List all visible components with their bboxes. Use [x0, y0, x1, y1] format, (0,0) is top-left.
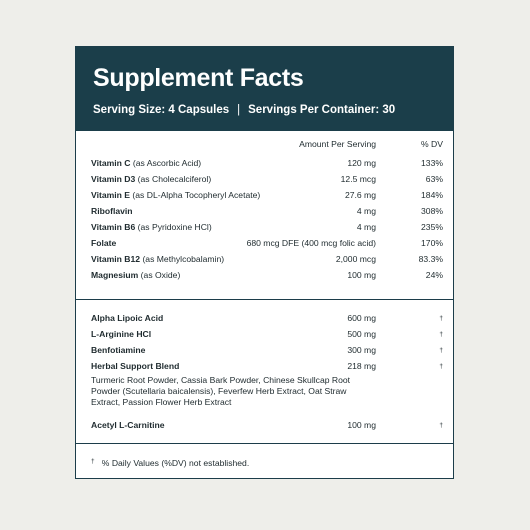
nutrient-row — [76, 188, 453, 203]
blend-description: Turmeric Root Powder, Cassia Bark Powder, Chinese Skullcap Root Powder (Scutellaria baicalensis), Feverfew Herb Extract, Oat Straw Extract, Passion Flower Herb Extract — [91, 375, 351, 407]
nutrient-name: Folate — [91, 238, 117, 248]
servings-per-container: Servings Per Container: 30 — [248, 104, 396, 116]
nutrient-dv: 170% — [421, 238, 443, 248]
amount-column-header: Amount Per Serving — [299, 139, 376, 149]
section-divider — [76, 299, 453, 300]
ingredient-amount: 100 mg — [347, 420, 376, 430]
dagger-mark: † — [439, 331, 443, 338]
nutrient-row — [76, 172, 453, 187]
nutrient-dv: 184% — [421, 190, 443, 200]
nutrient-name: Vitamin E (as DL-Alpha Tocopheryl Acetate) — [91, 190, 261, 200]
nutrient-dv: 63% — [425, 174, 443, 184]
nutrient-amount: 2,000 mcg — [335, 254, 376, 264]
nutrient-row — [76, 156, 453, 171]
footnote-divider — [76, 443, 453, 444]
nutrient-name: Vitamin B12 (as Methylcobalamin) — [91, 254, 225, 264]
nutrient-dv: 24% — [425, 270, 443, 280]
nutrient-name: Vitamin C (as Ascorbic Acid) — [91, 158, 202, 168]
nutrient-amount: 27.6 mg — [344, 190, 376, 200]
nutrient-amount: 4 mg — [356, 206, 376, 216]
dagger-mark: † — [439, 315, 443, 322]
nutrient-row — [76, 220, 453, 235]
nutrient-dv: 133% — [421, 158, 443, 168]
nutrient-name: Riboflavin — [91, 206, 133, 216]
dagger-mark: † — [439, 422, 443, 429]
nutrient-amount: 120 mg — [347, 158, 376, 168]
serving-info — [93, 104, 395, 116]
dv-column-header: % DV — [421, 139, 443, 149]
ingredient-row — [76, 327, 453, 342]
ingredient-name: L-Arginine HCl — [91, 329, 152, 339]
page-title: Supplement Facts — [93, 64, 304, 92]
ingredient-name: Herbal Support Blend — [91, 361, 180, 371]
nutrient-amount: 680 mcg DFE (400 mcg folic acid) — [246, 238, 376, 248]
footnote — [91, 458, 249, 468]
nutrient-row — [76, 268, 453, 283]
dagger-mark: † — [439, 363, 443, 370]
header — [76, 47, 453, 131]
nutrient-name: Vitamin D3 (as Cholecalciferol) — [91, 174, 212, 184]
dagger-mark: † — [439, 347, 443, 354]
nutrient-dv: 83.3% — [418, 254, 443, 264]
nutrient-amount: 12.5 mcg — [340, 174, 376, 184]
ingredient-row — [76, 359, 453, 374]
ingredient-name: Alpha Lipoic Acid — [91, 313, 164, 323]
ingredient-row — [76, 418, 453, 433]
nutrient-row — [76, 204, 453, 219]
nutrient-amount: 100 mg — [347, 270, 376, 280]
nutrient-amount: 4 mg — [356, 222, 376, 232]
ingredient-amount: 218 mg — [347, 361, 376, 371]
nutrient-name: Vitamin B6 (as Pyridoxine HCl) — [91, 222, 212, 232]
footnote-symbol: † — [91, 458, 95, 465]
nutrient-row — [76, 252, 453, 267]
separator: | — [237, 104, 241, 116]
nutrient-dv: 235% — [421, 222, 443, 232]
ingredient-amount: 300 mg — [347, 345, 376, 355]
ingredient-amount: 500 mg — [347, 329, 376, 339]
nutrient-row — [76, 236, 453, 251]
ingredient-row — [76, 343, 453, 358]
ingredient-name: Benfotiamine — [91, 345, 146, 355]
ingredient-amount: 600 mg — [347, 313, 376, 323]
nutrient-name: Magnesium (as Oxide) — [91, 270, 181, 280]
serving-size: Serving Size: 4 Capsules — [93, 104, 230, 116]
ingredient-name: Acetyl L-Carnitine — [91, 420, 165, 430]
supplement-facts-panel — [75, 46, 454, 479]
footnote-text: % Daily Values (%DV) not established. — [101, 458, 250, 468]
nutrient-dv: 308% — [421, 206, 443, 216]
ingredient-row — [76, 311, 453, 326]
